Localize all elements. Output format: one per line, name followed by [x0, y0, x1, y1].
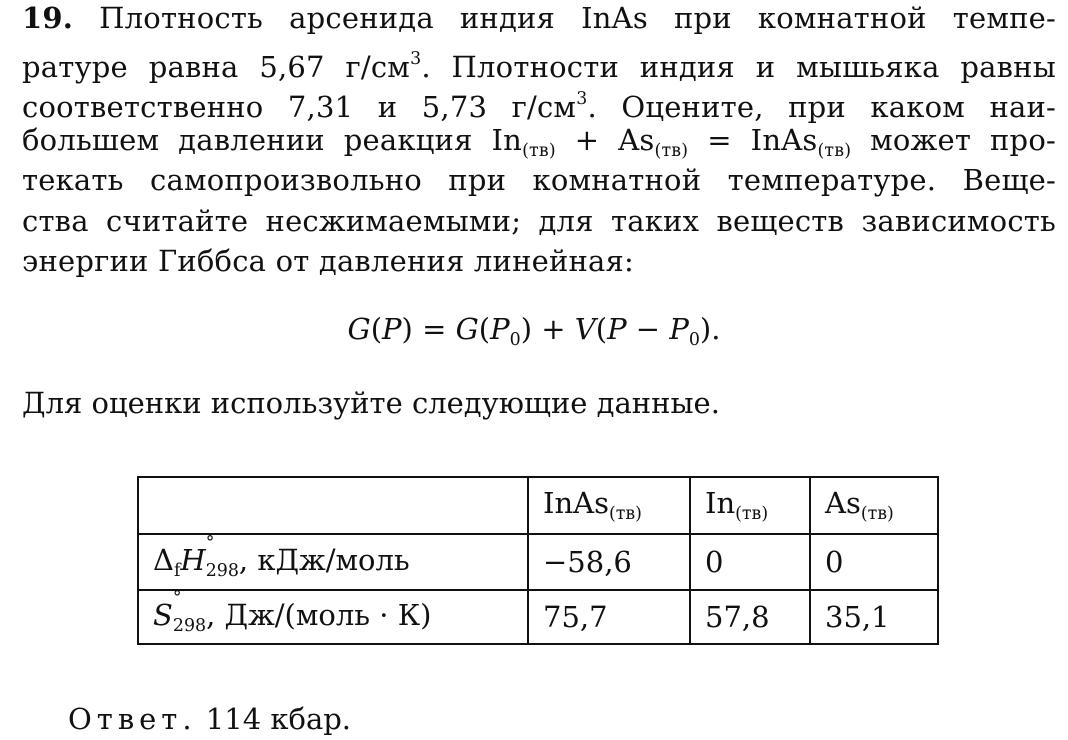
table-row	[138, 534, 938, 590]
table-row	[138, 590, 938, 644]
cell-inas-entropy: 75,7	[528, 590, 690, 644]
problem-line-7: энергии Гиббса от давления линейная:	[22, 244, 634, 278]
answer-value: 114 кбар.	[205, 702, 352, 736]
superscript-3: 3	[410, 48, 422, 69]
formula-g: G	[347, 312, 371, 346]
formula-p: P	[382, 312, 402, 346]
paren-open: (	[370, 312, 383, 346]
formula-g: G	[455, 312, 479, 346]
gibbs-formula	[0, 312, 1068, 350]
problem-text	[22, 0, 1056, 282]
table-header-as	[810, 477, 938, 534]
problem-line-2-text: ратуре равна 5,67 г/см	[22, 49, 411, 84]
problem-line-1-text: Плотность арсенида индия InAs при комнатной темпе-	[99, 1, 1056, 35]
table-header-empty	[138, 477, 528, 534]
formula-period: .	[711, 312, 721, 346]
cell-in-entropy: 57,8	[690, 590, 810, 644]
thermo-data-table	[137, 476, 939, 645]
formula-plus: +	[532, 312, 575, 346]
cell-in-enthalpy: 0	[690, 534, 810, 590]
row-label-enthalpy	[138, 534, 528, 590]
formula-v: V	[574, 312, 596, 346]
problem-line-4	[22, 120, 1056, 161]
problem-line-4-rest: может про-	[851, 122, 1056, 157]
formula-equals: =	[412, 312, 456, 346]
paren-close: )	[401, 312, 413, 346]
delta-symbol: Δ	[153, 542, 174, 577]
equals-sign: =	[688, 122, 751, 157]
product-inas: InAs	[750, 122, 818, 157]
table-header-row	[138, 477, 938, 534]
problem-line-2-rest: . Плотности индия и мышьяка равны	[421, 49, 1056, 84]
unit-kj-mol: , кДж/моль	[238, 542, 410, 577]
paren-open: (	[478, 312, 491, 346]
data-intro-text: Для оценки используйте следующие данные.	[22, 386, 720, 420]
problem-line-2	[22, 39, 1056, 84]
subscript-298: 298	[205, 561, 239, 582]
formula-p: P	[607, 312, 627, 346]
problem-line-3	[22, 79, 1057, 125]
formula-p: P	[490, 312, 510, 346]
phase-label: (тв)	[654, 140, 689, 161]
problem-number: 19.	[22, 1, 74, 35]
problem-line-3-rest: . Оцените, при каком наи-	[587, 90, 1057, 125]
unit-j-mol-k: , Дж/(моль · К)	[206, 597, 432, 632]
phase-label: (тв)	[817, 140, 852, 161]
paren-open: (	[595, 312, 608, 346]
plus-sign: +	[555, 122, 619, 157]
symbol-h: H	[180, 542, 206, 577]
formula-p: P	[669, 312, 689, 346]
subscript-0: 0	[509, 330, 521, 351]
problem-line-3-text: соответственно 7,31 и 5,73 г/см	[22, 90, 577, 125]
header-as-label: As	[825, 486, 861, 521]
problem-line-6: ства считайте несжимаемыми; для таких веществ зависимость	[22, 203, 1056, 238]
superscript-3: 3	[576, 89, 588, 109]
degree-symbol: °	[205, 533, 215, 554]
phase-label: (тв)	[860, 504, 894, 525]
subscript-298: 298	[172, 616, 207, 637]
cell-as-enthalpy: 0	[810, 534, 938, 590]
problem-line-5: текать самопроизвольно при комнатной температуре. Веще-	[22, 163, 1056, 197]
problem-line-1	[22, 0, 1056, 39]
subscript-0: 0	[688, 330, 700, 351]
paren-close: )	[699, 312, 712, 346]
phase-label: (тв)	[735, 504, 769, 525]
row-label-entropy	[138, 590, 528, 644]
formula-minus: −	[626, 312, 670, 346]
table-header-inas	[528, 477, 690, 534]
table-header-in	[690, 477, 810, 534]
phase-label: (тв)	[522, 140, 556, 161]
cell-inas-enthalpy: −58,6	[528, 534, 690, 590]
answer	[68, 702, 351, 736]
paren-close: )	[520, 312, 533, 346]
subscript-f: f	[173, 561, 181, 582]
header-inas-label: InAs	[543, 486, 609, 521]
cell-as-entropy: 35,1	[810, 590, 938, 644]
problem-line-4-text: большем давлении реакция In	[22, 122, 523, 157]
symbol-s: S	[153, 597, 173, 632]
answer-label: Ответ.	[68, 702, 197, 736]
reactant-as: As	[618, 122, 655, 157]
header-in-label: In	[705, 486, 736, 521]
phase-label: (тв)	[608, 504, 642, 525]
degree-symbol: °	[172, 588, 182, 609]
